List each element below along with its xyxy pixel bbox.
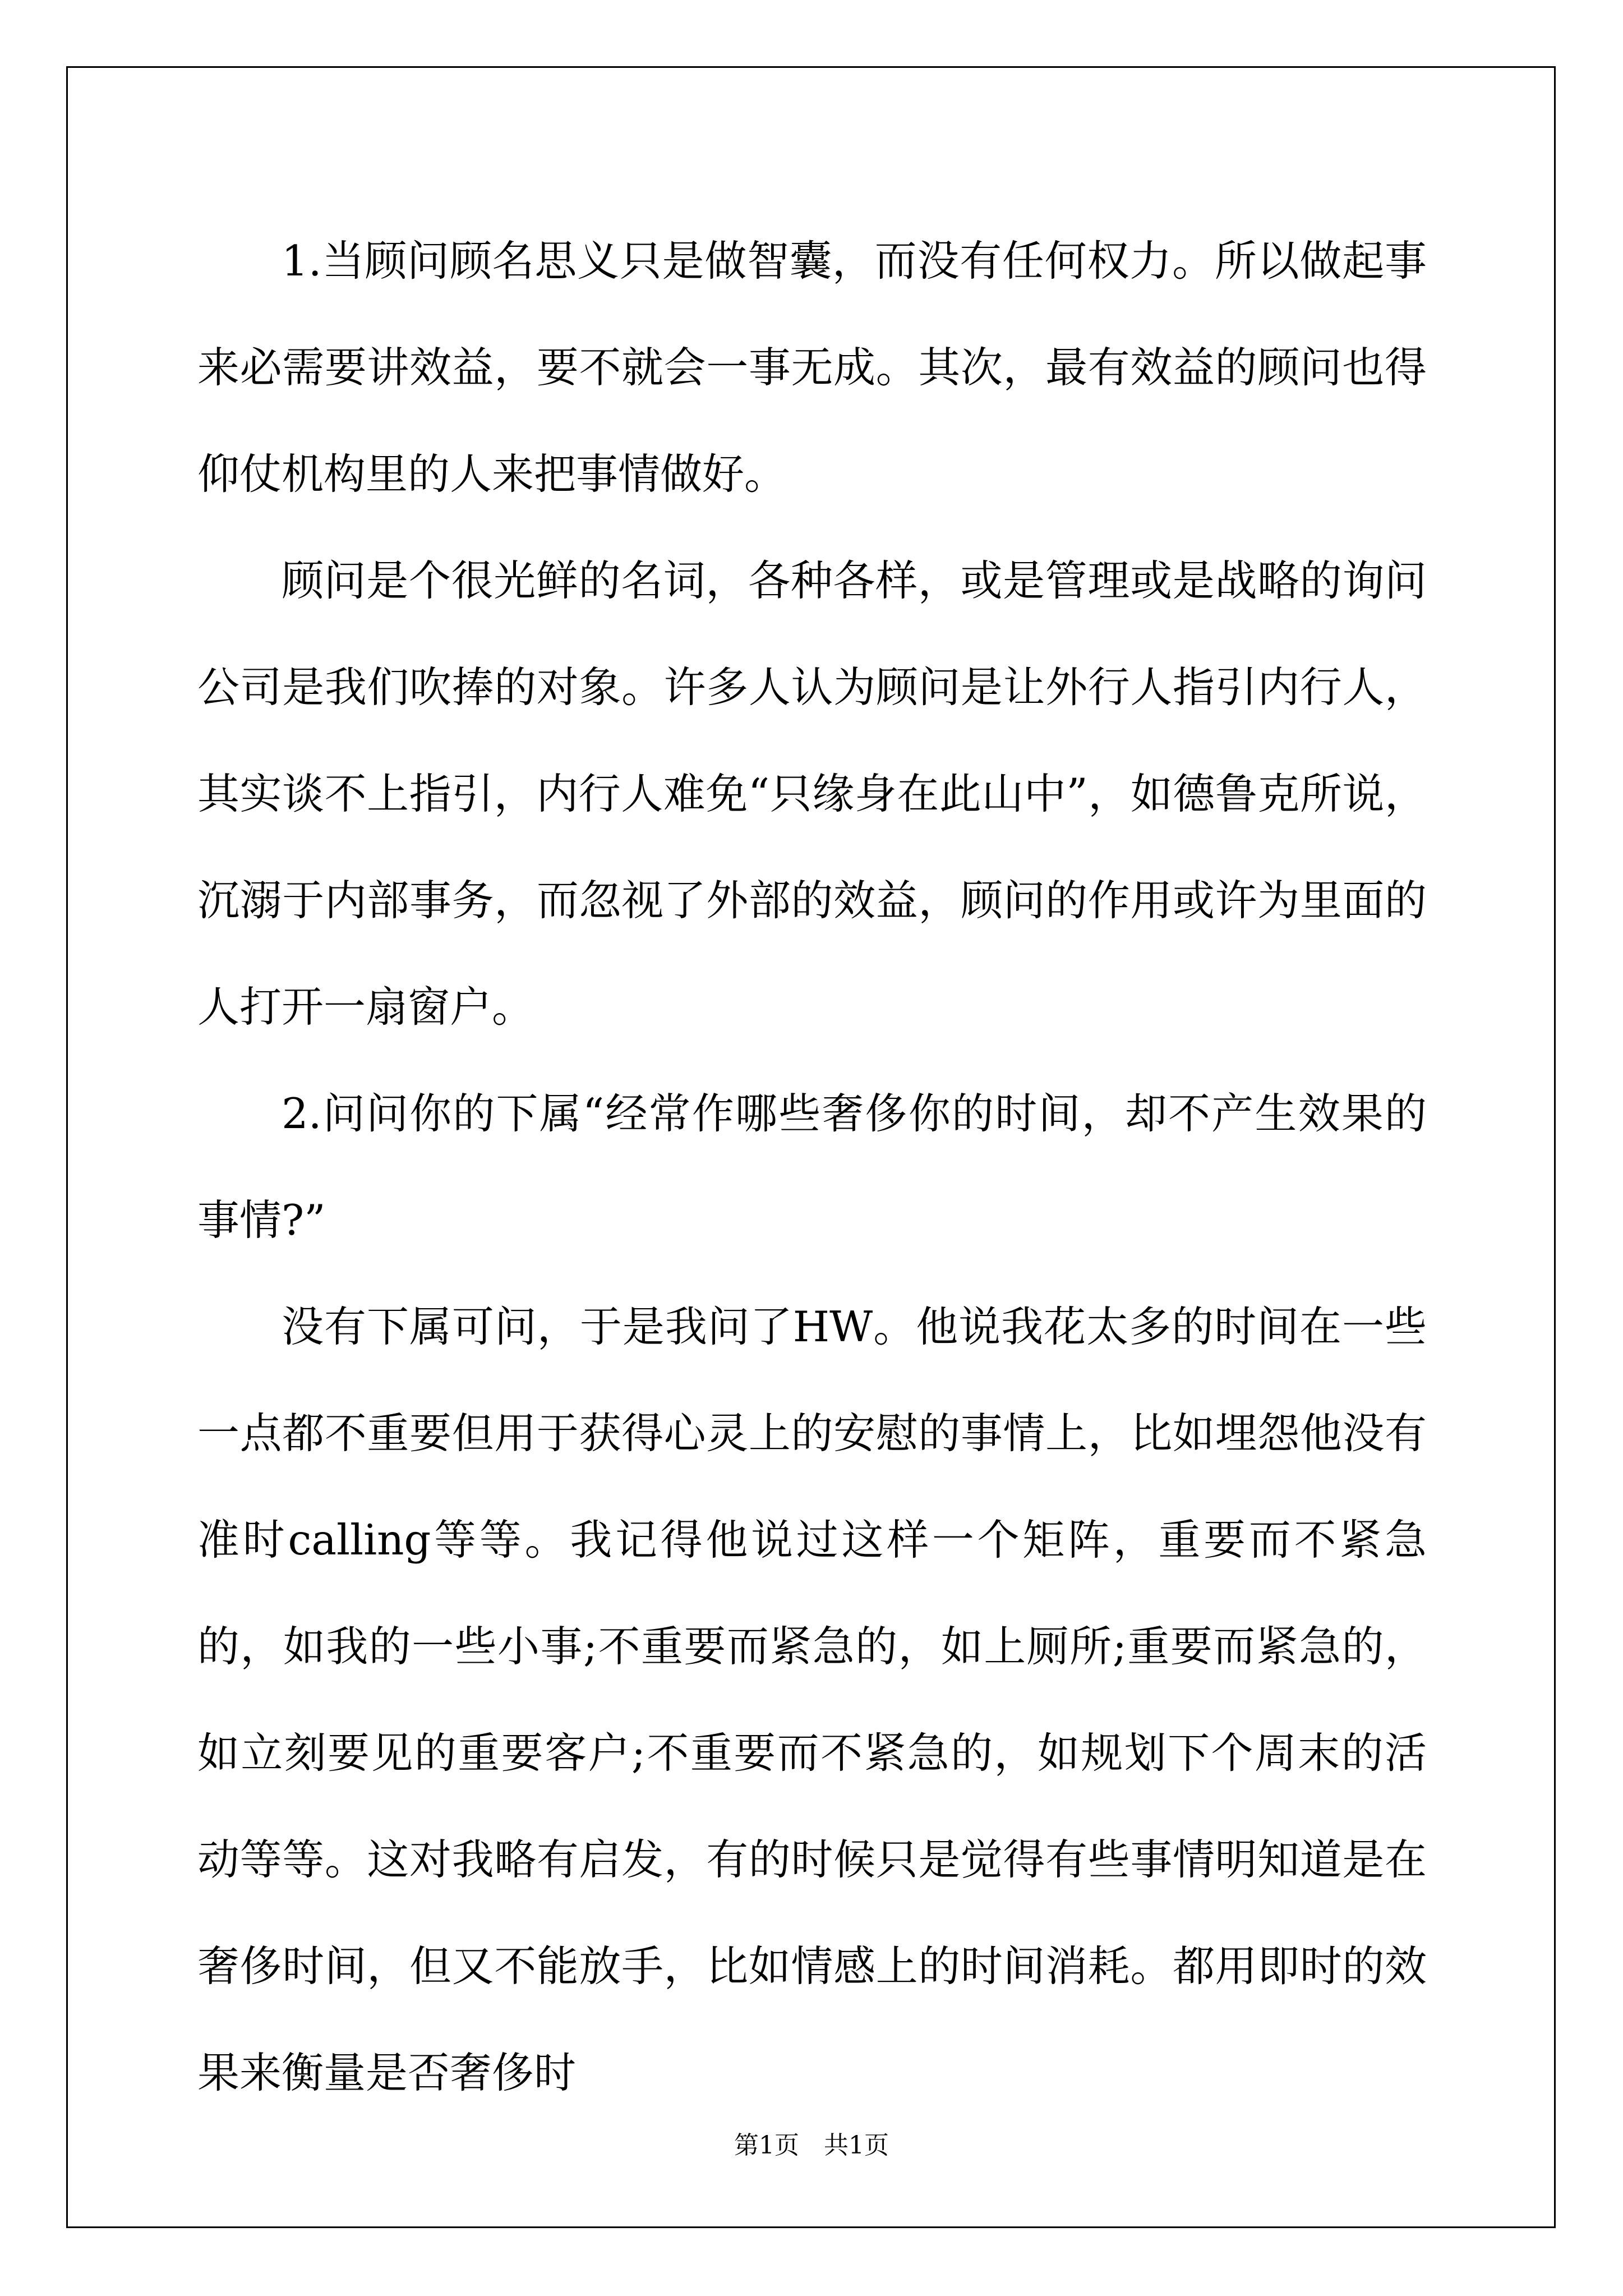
paragraph-4: 没有下属可问，于是我问了HW。他说我花太多的时间在一些一点都不重要但用于获得心灵上的安慰的事情上，比如埋怨他没有准时calling等等。我记得他说过这样一个矩阵，重要而不紧急的，如我的一些小事;不重要而紧急的，如上厕所;重要而紧急的，如立刻要见的重要客户;不重要而不紧急的，如规划下个周末的活动等等。这对我略有启发，有的时候只是觉得有些事情明知道是在奢侈时间，但又不能放手，比如情感上的时间消耗。都用即时的效果来衡量是否奢侈时 xyxy=(197,1302,1427,2097)
paragraph-1: 1.当顾问顾名思义只是做智囊，而没有任何权力。所以做起事来必需要讲效益，要不就会一事无成。其次，最有效益的顾问也得仰仗机构里的人来把事情做好。 xyxy=(197,236,1427,499)
paragraph-3: 2.问问你的下属“经常作哪些奢侈你的时间，却不产生效果的事情?” xyxy=(197,1089,1427,1245)
paragraph-2: 顾问是个很光鲜的名词，各种各样，或是管理或是战略的询问公司是我们吹捧的对象。许多人认为顾问是让外行人指引内行人，其实谈不上指引，内行人难免“只缘身在此山中”，如德鲁克所说，沉溺于内部事务，而忽视了外部的效益，顾问的作用或许为里面的人打开一扇窗户。 xyxy=(197,556,1427,1032)
document-body xyxy=(197,208,1427,2126)
page-footer: 第1页 共1页 xyxy=(734,2131,889,2160)
